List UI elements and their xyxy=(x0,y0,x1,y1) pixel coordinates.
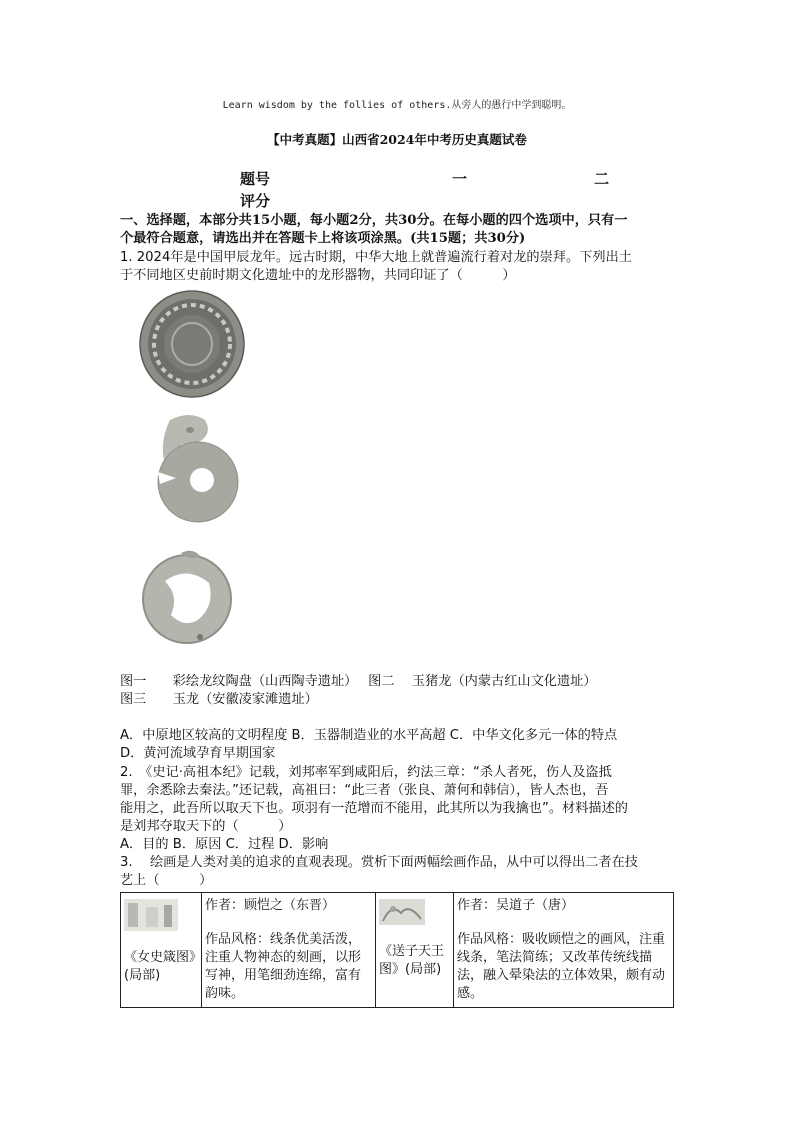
left-painting-desc-cell xyxy=(202,893,376,1008)
jade-pig-dragon-image xyxy=(150,410,245,530)
right-painting-style: 作品风格：吸收顾恺之的画风，注重线条，笔法简练；又改革传统线描法，融入晕染法的立体效果，颇有动感。 xyxy=(457,932,666,1001)
left-painting-cell xyxy=(121,893,202,1008)
table-row xyxy=(121,893,674,1008)
caption-line: 图三 玉龙（安徽凌家滩遗址） xyxy=(120,692,318,707)
options-line: D．黄河流域孕育早期国家 xyxy=(120,746,276,761)
question-1-stem xyxy=(120,249,676,285)
question-2-line: 是刘邦夺取天下的（ ） xyxy=(120,819,292,834)
score-table-row-label: 评分 xyxy=(240,192,271,210)
caption-line: 图一 彩绘龙纹陶盘（山西陶寺遗址） 图二 玉猪龙（内蒙古红山文化遗址） xyxy=(120,674,597,689)
score-table-col-1: 一 xyxy=(452,170,468,188)
right-painting-desc-cell xyxy=(454,893,674,1008)
left-painting-style: 作品风格：线条优美活泼，注重人物神态的刻画，以形写神，用笔细劲连绵，富有韵味。 xyxy=(205,932,362,1001)
question-1-options xyxy=(120,727,676,763)
question-1-line: 于不同地区史前时期文化遗址中的龙形器物，共同印证了（ ） xyxy=(120,268,516,283)
question-3-line: 3. 绘画是人类对美的追求的直观表现。赏析下面两幅绘画作品，从中可以得出二者在技 xyxy=(120,855,638,870)
score-table-col-2: 二 xyxy=(594,170,610,188)
question-2-line: 罪，余悉除去秦法。”还记载，高祖曰：“此三者（张良、萧何和韩信），皆人杰也，吾 xyxy=(120,783,609,798)
header-motto: Learn wisdom by the follies of others.从旁人的愚行中学到聪明。 xyxy=(222,100,572,111)
page-title: 【中考真题】山西省2024年中考历史真题试卷 xyxy=(267,132,527,147)
left-painting-author: 作者：顾恺之（东晋） xyxy=(205,898,336,913)
figure-captions xyxy=(120,673,676,709)
jade-dragon-image xyxy=(137,545,237,650)
options-line: A．中原地区较高的文明程度 B．玉器制造业的水平高超 C．中华文化多元一体的特点 xyxy=(120,728,618,743)
section-heading-line: 一、选择题，本部分共15小题，每小题2分，共30分。在每小题的四个选项中，只有一 xyxy=(120,213,628,228)
score-table-col-label: 题号 xyxy=(240,170,271,188)
painted-dragon-plate-image xyxy=(137,288,247,400)
admonitions-painting-thumbnail xyxy=(124,899,178,931)
question-2-options: A．目的 B．原因 C．过程 D．影响 xyxy=(120,837,329,852)
left-painting-title: 《女史箴图》(局部) xyxy=(124,950,196,983)
right-painting-cell xyxy=(376,893,454,1008)
question-3-stem xyxy=(120,854,676,890)
right-painting-author: 作者：吴道子（唐） xyxy=(457,898,575,913)
section-heading xyxy=(120,212,676,248)
question-3-line: 艺上（ ） xyxy=(120,873,213,888)
question-2-line: 2. 《史记·高祖本纪》记载，刘邦率军到咸阳后，约法三章：“杀人者死，伤人及盗抵 xyxy=(120,765,612,780)
question-2-line: 能用之，此吾所以取天下也。项羽有一范增而不能用，此其所以为我擒也”。材料描述的 xyxy=(120,801,628,816)
section-heading-line: 个最符合题意，请选出并在答题卡上将该项涂黑。(共15题；共30分) xyxy=(120,231,526,246)
question-2 xyxy=(120,764,676,854)
painting-comparison-table xyxy=(120,892,674,1008)
question-1-line: 1. 2024年是中国甲辰龙年。远古时期，中华大地上就普遍流行着对龙的崇拜。下列出土 xyxy=(120,250,632,265)
heavenly-king-painting-thumbnail xyxy=(379,899,425,925)
right-painting-title: 《送子天王图》(局部) xyxy=(379,944,445,977)
